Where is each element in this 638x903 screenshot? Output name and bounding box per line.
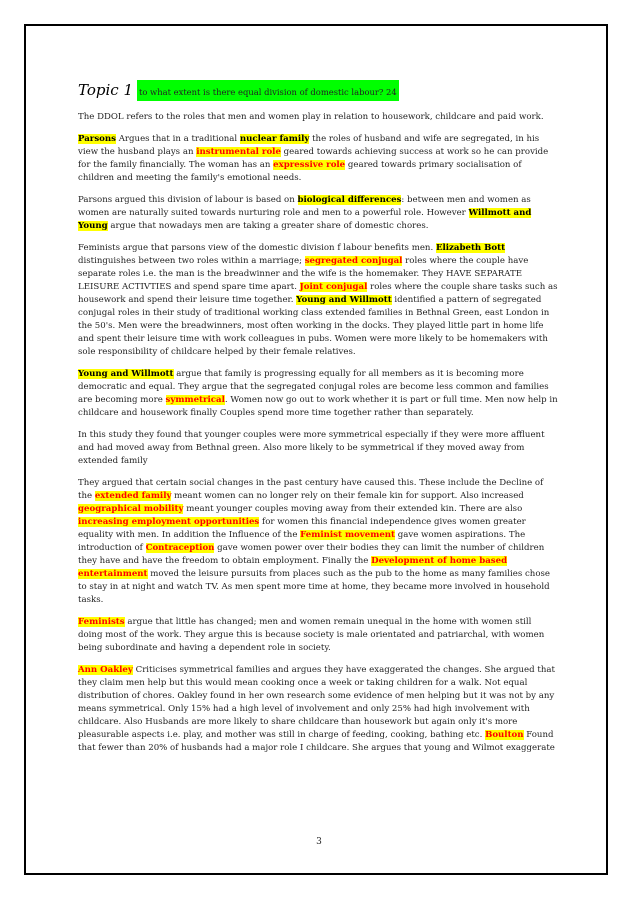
highlighted-term: Feminists [78,617,125,627]
text-run: argue that little has changed; men and women remain unequal in the home with women still doing most of the work. They argue this is because society is male orientated and patriarchal, with women being subordinate and having a dependent role in society. [78,617,545,653]
paragraph [78,133,558,185]
paragraph [78,616,558,655]
text-run: argue that nowadays men are taking a greater share of domestic chores. [107,221,429,231]
text-run: roles where the couple share tasks such as housework and spend their leisure time together. [78,282,558,305]
highlighted-term: nuclear family [239,134,310,144]
paragraph [78,429,558,468]
topic-heading: Topic 1 [78,81,133,99]
text-run: Parsons argued this division of labour is based on [78,195,298,205]
highlighted-term: Ann Oakley [78,665,133,675]
text-run: for women this financial independence gives women greater equality with men. In addition the Influence of the [78,517,526,540]
text-run: The DDOL refers to the roles that men and women play in relation to housework, childcare and paid work. [78,112,544,122]
highlighted-term: Young and Willmott [296,295,392,305]
text-run: geared towards primary socialisation of children and meeting the family's emotional needs. [78,160,522,183]
highlighted-term: segregated conjugal [304,256,403,266]
highlighted-term: Joint conjugal [299,282,368,292]
text-run: meant younger couples moving away from their extended kin. There are also [183,504,523,514]
paragraph [78,368,558,420]
document-body [78,80,558,764]
text-run: . Women now go out to work whether it is part or full time. Men now help in childcare and housework finally Couples spend more time together rather than separately. [78,395,558,418]
highlighted-term: Contraception [145,543,215,553]
highlighted-term: Elizabeth Bott [435,243,506,253]
highlighted-term: Boulton [485,730,524,740]
text-run: geared towards achieving success at work so he can provide for the family financially. The woman has an [78,147,549,170]
highlighted-term: geographical mobility [78,504,184,514]
highlighted-term: Young and Willmott [78,369,174,379]
text-run: moved the leisure pursuits from places such as the pub to the home as many families chose to stay in at night and watch TV. As men spent more time at home, they became more involved in household tasks. [78,569,550,605]
highlighted-term: expressive role [273,160,346,170]
text-run: Argues that in a traditional [115,134,240,144]
paragraph [78,111,558,124]
topic-question: to what extent is there equal division of domestic labour? 24 [137,80,399,101]
highlighted-term: instrumental role [196,147,281,157]
highlighted-term: Development of home based entertainment [78,556,508,579]
text-run: roles where the couple have separate roles i.e. the man is the breadwinner and the wife is the homemaker. They HAVE SEPARATE LEISURE ACTIVTIES and spend spare time apart. [78,256,529,292]
highlighted-term: Parsons [78,134,116,144]
text-run: gave women aspirations. The introduction of [78,530,526,553]
highlighted-term: symmetrical [165,395,225,405]
paragraph [78,477,558,607]
highlighted-term: increasing employment opportunities [78,517,260,527]
text-run: identified a pattern of segregated conjugal roles in their study of traditional working class extended families in Bethnal Green, east London in the 50's. Men were the breadwinners, most often working in the docks. They played little part in home life and spent their leisure time with work colleagues in pubs. Women were more likely to be homemakers with sole responsibility of childcare helped by their female relatives. [78,295,550,357]
paragraph [78,194,558,233]
text-run: Found that fewer than 20% of husbands had a major role I childcare. She argues that young and Wilmot exaggerate [78,730,555,753]
text-run: They argued that certain social changes in the past century have caused this. These include the Decline of the [78,478,544,501]
highlighted-term: Feminist movement [300,530,396,540]
text-run: argue that family is progressing equally for all members as it is becoming more democratic and equal. They argue that the segregated conjugal roles are become less common and families are becoming more [78,369,549,405]
highlighted-term: extended family [94,491,172,501]
text-run: Criticises symmetrical families and argues they have exaggerated the changes. She argued that they claim men help but this would mean cooking once a week or taking children for a walk. Not equal distribution of chores. Oakley found in her own research some evidence of men helping but it was not by any means symmetrical. Only 15% had a high level of involvement and only 25% had high involvement with childcare. Also Husbands are more likely to share childcare than housework but again only it's more pleasurable aspects i.e. play, and mother was still in charge of feeding, cooking, bathing etc. [78,665,555,740]
text-run: gave women power over their bodies they can limit the number of children they have and have the freedom to obtain employment. Finally the [78,543,545,566]
paragraphs [78,111,558,755]
title-row [78,80,558,101]
highlighted-term: Willmott and Young [78,208,532,231]
text-run: Feminists argue that parsons view of the domestic division f labour benefits men. [78,243,436,253]
paragraph [78,242,558,359]
text-run: meant women can no longer rely on their female kin for support. Also increased [171,491,524,501]
text-run: : between men and women as women are naturally suited towards nurturing role and men to a powerful role. However [78,195,531,218]
text-run: In this study they found that younger couples were more symmetrical especially if they were more affluent and had moved away from Bethnal green. Also more likely to be symmetrical if they moved away from extended family [78,430,545,466]
page-number: 3 [316,837,322,847]
paragraph [78,664,558,755]
text-run: distinguishes between two roles within a marriage; [78,256,305,266]
highlighted-term: biological differences [297,195,402,205]
text-run: the roles of husband and wife are segregated, in his view the husband plays an [78,134,540,157]
